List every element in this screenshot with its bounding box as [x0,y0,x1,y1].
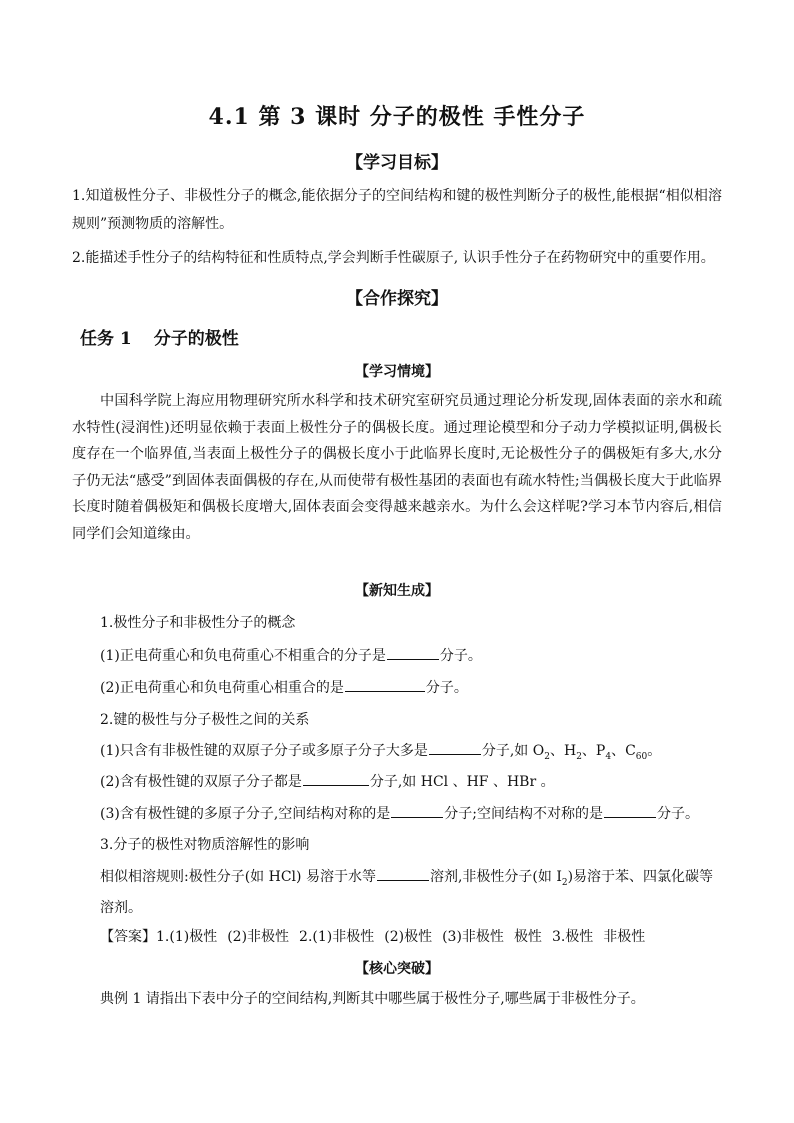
knowledge-2-heading: 2.键的极性与分子极性之间的关系 [100,712,310,728]
knowledge-1a [100,645,482,665]
answer-item: (2)极性 [384,929,433,945]
fill-blank[interactable] [604,803,656,818]
answer-line [100,926,655,946]
core-breakthrough-heading: 【核心突破】 [355,961,439,977]
knowledge-2a: (1)只含有非极性键的双原子分子或多原子分子大多是 分子,如 $O_2$、$H_2$、$P_4$、$C_{60}$。 [100,740,661,762]
fill-blank[interactable] [303,771,369,786]
situation-paragraph: 中国科学院上海应用物理研究所水科学和技术研究室研究员通过理论分析发现,固体表面的亲水和疏水特性(浸润性)还明显依赖于表面上极性分子的偶极长度。通过理论模型和分子动力学模拟证明,偶极长度存在一个临界值,当表面上极性分子的偶极长度小于此临界长度时,无论极性分子的偶极矩有多大,水分子仍无法“感受”到固体表面偶极的存在,从而使带有极性基团的表面也有疏水特性;当偶极长度大于此临界长度时随着偶极矩和偶极长度增大,固体表面会变得越来越亲水。为什么会这样呢?学习本节内容后,相信同学们会知道缘由。 [72,393,722,542]
fill-blank[interactable] [391,803,443,818]
situation-heading: 【学习情境】 [355,364,439,380]
task-1-label: 任务 1 [80,329,132,349]
knowledge-2b-suffix: 分子,如 HCl 、HF 、HBr 。 [369,774,555,790]
knowledge-3a-text: 相似相溶规则:极性分子(如 HCl) 易溶于水等 [100,869,376,885]
fill-blank[interactable] [387,645,439,660]
knowledge-3-heading: 3.分子的极性对物质溶解性的影响 [100,837,310,853]
explore-heading: 【合作探究】 [346,289,448,309]
knowledge-3b: 溶剂。 [100,900,142,916]
new-knowledge-heading: 【新知生成】 [355,583,439,599]
knowledge-2c [100,803,699,823]
task-1-title: 分子的极性 [153,329,239,349]
page-title: 4.1 第 3 课时 分子的极性 手性分子 [208,104,586,130]
knowledge-2c-middle: 分子;空间结构不对称的是 [444,806,603,822]
knowledge-2c-suffix: 分子。 [657,806,699,822]
answer-label: 【答案】 [100,929,156,945]
knowledge-3a-suffix: )易溶于苯、四氯化碳等 [567,869,714,885]
knowledge-2c-text: (3)含有极性键的多原子分子,空间结构对称的是 [100,806,391,822]
answer-item: 2.(1)非极性 [299,929,375,945]
knowledge-2b-text: (2)含有极性键的双原子分子都是 [100,774,302,790]
answer-item: 1.(1)极性 [156,929,218,945]
answer-item: 极性 [513,929,542,945]
fill-blank[interactable] [429,740,481,755]
knowledge-2a-suffix: 分子,如 O [481,743,545,759]
knowledge-1a-suffix: 分子。 [439,648,482,664]
knowledge-1b [100,677,468,697]
knowledge-3a-middle: 溶剂,非极性分子(如 I [429,869,562,885]
goals-heading: 【学习目标】 [346,153,448,173]
knowledge-1b-text: (2)正电荷重心和负电荷重心相重合的是 [100,680,344,696]
goal-2: 2.能描述手性分子的结构特征和性质特点,学会判断手性碳原子, 认识手性分子在药物研究中的重要作用。 [72,250,715,266]
knowledge-1b-suffix: 分子。 [425,680,468,696]
knowledge-3a: 相似相溶规则:极性分子(如 HCl) 易溶于水等 溶剂,非极性分子(如 $I_2$)易溶于苯、四氯化碳等 [100,866,713,888]
knowledge-2b [100,771,555,791]
answer-item: 非极性 [603,929,646,945]
knowledge-2a-text: (1)只含有非极性键的双原子分子或多原子分子大多是 [100,743,428,759]
fill-blank[interactable] [345,677,425,692]
example-1: 典例 1 请指出下表中分子的空间结构,判断其中哪些属于极性分子,哪些属于非极性分子。 [100,991,645,1007]
knowledge-1-heading: 1.极性分子和非极性分子的概念 [100,615,296,631]
task-1-heading [80,324,261,349]
goal-1: 1.知道极性分子、非极性分子的概念,能依据分子的空间结构和键的极性判断分子的极性,能根据“相似相溶规则”预测物质的溶解性。 [72,188,722,232]
answer-item: (2)非极性 [227,929,290,945]
fill-blank[interactable] [377,866,429,881]
answer-item: 3.极性 [551,929,594,945]
knowledge-1a-text: (1)正电荷重心和负电荷重心不相重合的分子是 [100,648,386,664]
answer-item: (3)非极性 [442,929,504,945]
